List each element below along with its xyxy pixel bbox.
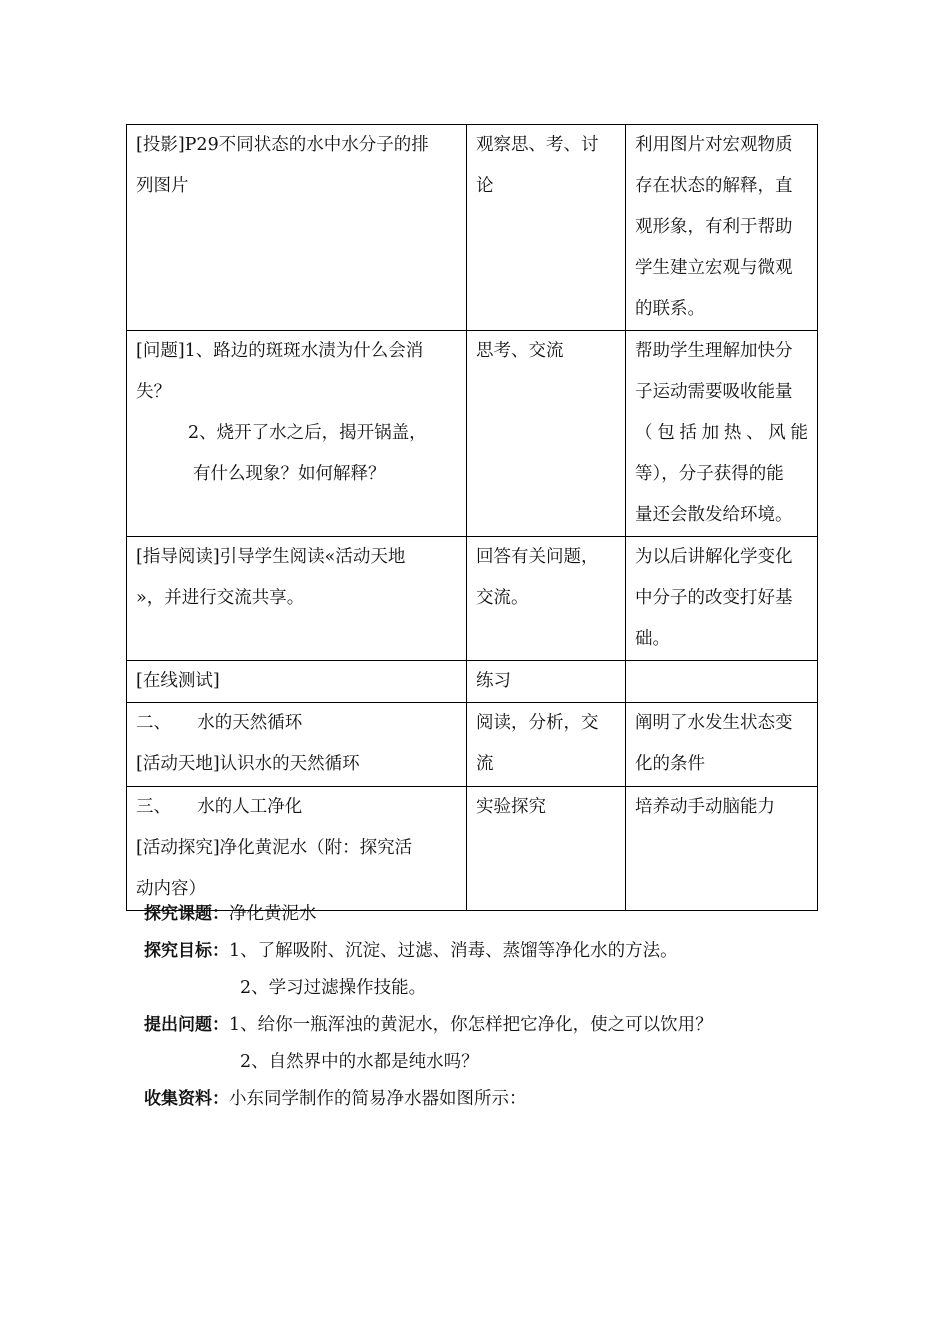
cell-text: 阅读，分析，交 bbox=[476, 713, 599, 733]
goal-text: 2、学习过滤操作技能。 bbox=[240, 978, 427, 998]
question-label: 提出问题： bbox=[144, 1015, 229, 1035]
cell-text: 练习 bbox=[476, 671, 511, 691]
cell-text: 帮助学生理解加快分 bbox=[635, 341, 793, 361]
inquiry-goal-continued bbox=[144, 970, 824, 1007]
cell-text: [指导阅读]引导学生阅读«活动天地 bbox=[136, 547, 406, 567]
design-intent-cell bbox=[626, 331, 818, 537]
student-activity-cell bbox=[467, 787, 626, 911]
table-row bbox=[127, 537, 818, 661]
design-intent-cell bbox=[626, 661, 818, 703]
inquiry-question bbox=[144, 1007, 824, 1044]
cell-text: 观察思、考、讨 bbox=[476, 135, 599, 155]
cell-text: 培养动手动脑能力 bbox=[635, 797, 775, 817]
design-intent-cell bbox=[626, 537, 818, 661]
table-row bbox=[127, 703, 818, 787]
student-activity-cell bbox=[467, 537, 626, 661]
table-row bbox=[127, 787, 818, 911]
cell-text: 子运动需要吸收能量 bbox=[635, 382, 793, 402]
cell-text: 二、 水的天然循环 bbox=[136, 713, 303, 733]
inquiry-topic bbox=[144, 896, 824, 933]
cell-text: 实验探究 bbox=[476, 797, 546, 817]
teacher-activity-cell bbox=[127, 331, 467, 537]
student-activity-cell bbox=[467, 331, 626, 537]
cell-text: 列图片 bbox=[136, 176, 189, 196]
question-text: 1、给你一瓶浑浊的黄泥水，你怎样把它净化，使之可以饮用？ bbox=[229, 1015, 713, 1035]
lesson-plan-table bbox=[126, 124, 818, 911]
teacher-activity-cell bbox=[127, 661, 467, 703]
cell-text: 学生建立宏观与微观 bbox=[635, 258, 793, 278]
table-row bbox=[127, 331, 818, 537]
cell-text: 流 bbox=[476, 754, 494, 774]
design-intent-cell bbox=[626, 703, 818, 787]
collect-label: 收集资料： bbox=[144, 1089, 229, 1109]
cell-text: 存在状态的解释，直 bbox=[635, 176, 793, 196]
design-intent-cell bbox=[626, 125, 818, 331]
inquiry-collect bbox=[144, 1081, 824, 1118]
collect-text: 小东同学制作的简易净水器如图所示： bbox=[229, 1089, 527, 1109]
student-activity-cell bbox=[467, 703, 626, 787]
inquiry-question-continued bbox=[144, 1044, 824, 1081]
topic-text: 净化黄泥水 bbox=[229, 904, 317, 924]
cell-text: 论 bbox=[476, 176, 494, 196]
cell-text: [活动天地]认识水的天然循环 bbox=[136, 754, 360, 774]
cell-text: 失？ bbox=[136, 382, 171, 402]
teacher-activity-cell bbox=[127, 787, 467, 911]
table-row bbox=[127, 661, 818, 703]
teacher-activity-cell bbox=[127, 703, 467, 787]
cell-text: »，并进行交流共享。 bbox=[136, 588, 305, 608]
cell-text: 为以后讲解化学变化 bbox=[635, 547, 793, 567]
cell-text: 化的条件 bbox=[635, 754, 705, 774]
design-intent-cell bbox=[626, 787, 818, 911]
cell-text: [问题]1、路边的斑斑水渍为什么会消 bbox=[136, 341, 424, 361]
cell-text: 观形象，有利于帮助 bbox=[635, 217, 793, 237]
cell-text: 交流。 bbox=[476, 588, 529, 608]
cell-text: 利用图片对宏观物质 bbox=[635, 135, 793, 155]
cell-text: 中分子的改变打好基 bbox=[635, 588, 793, 608]
topic-label: 探究课题： bbox=[144, 904, 229, 924]
cell-text: （包括加热、风能 bbox=[635, 423, 808, 443]
teacher-activity-cell bbox=[127, 125, 467, 331]
cell-text: [投影]P29不同状态的水中水分子的排 bbox=[136, 135, 429, 155]
student-activity-cell bbox=[467, 661, 626, 703]
cell-text: 回答有关问题， bbox=[476, 547, 599, 567]
inquiry-goal bbox=[144, 933, 824, 970]
cell-text: 量还会散发给环境。 bbox=[635, 505, 793, 525]
cell-text: 的联系。 bbox=[635, 299, 705, 319]
cell-text: 动内容） bbox=[136, 879, 206, 899]
cell-text: [在线测试] bbox=[136, 671, 220, 691]
cell-text: 阐明了水发生状态变 bbox=[635, 713, 793, 733]
student-activity-cell bbox=[467, 125, 626, 331]
cell-text: [活动探究]净化黄泥水（附：探究活 bbox=[136, 838, 413, 858]
question-text: 2、自然界中的水都是纯水吗？ bbox=[240, 1052, 479, 1072]
cell-text: 等），分子获得的能 bbox=[635, 464, 784, 484]
goal-label: 探究目标： bbox=[144, 941, 229, 961]
cell-text: 2、烧开了水之后，揭开锅盖， bbox=[188, 423, 427, 443]
cell-text: 三、 水的人工净化 bbox=[136, 797, 303, 817]
goal-text: 1、了解吸附、沉淀、过滤、消毒、蒸馏等净化水的方法。 bbox=[229, 941, 678, 961]
cell-text: 础。 bbox=[635, 629, 670, 649]
teacher-activity-cell bbox=[127, 537, 467, 661]
table-row bbox=[127, 125, 818, 331]
cell-text: 有什么现象？如何解释？ bbox=[193, 464, 386, 484]
cell-text: 思考、交流 bbox=[476, 341, 564, 361]
inquiry-notes bbox=[144, 896, 824, 1118]
